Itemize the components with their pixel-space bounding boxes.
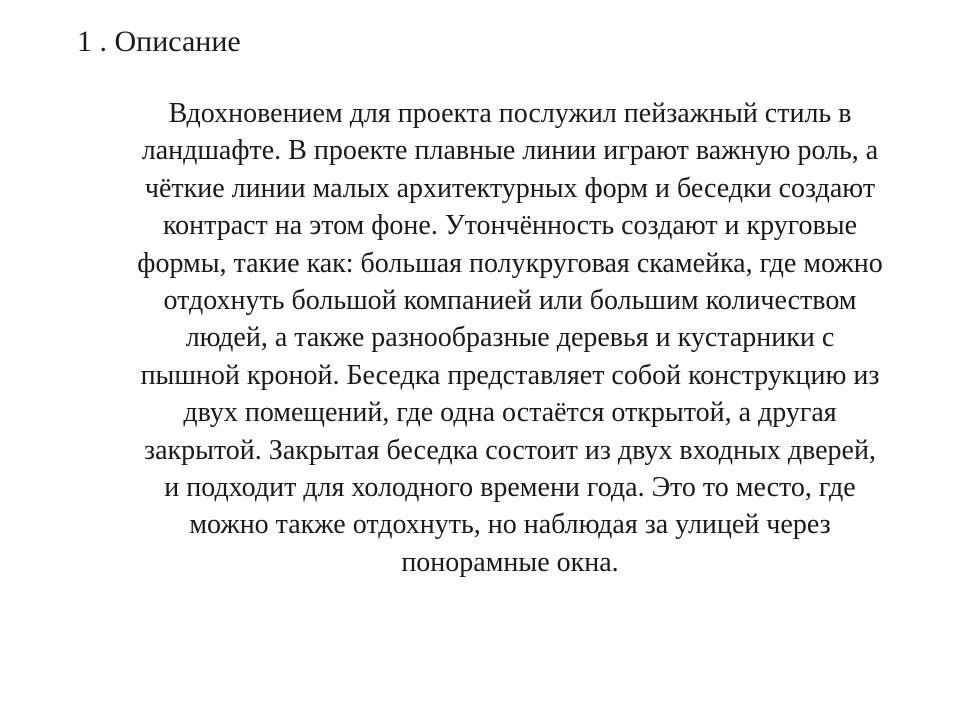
paragraph-line: отдохнуть большой компанией или большим количеством	[163, 285, 857, 317]
description-paragraph	[70, 95, 950, 581]
paragraph-line: пышной кроной. Беседка представляет собой конструкцию из	[140, 359, 880, 391]
paragraph-line: и подходит для холодного времени года. Это то место, где	[164, 472, 856, 504]
paragraph-line: формы, такие как: большая полукруговая скамейка, где можно	[137, 247, 883, 279]
paragraph-line: ландшафте. В проекте плавные линии играют важную роль, а	[141, 135, 879, 167]
paragraph-line: закрытой. Закрытая беседка состоит из двух входных дверей,	[144, 434, 876, 466]
slide-heading: 1 . Описание	[77, 25, 241, 58]
paragraph-line: можно также отдохнуть, но наблюдая за улицей через	[189, 509, 831, 541]
paragraph-line: людей, а также разнообразные деревья и кустарники с	[185, 322, 835, 354]
paragraph-line: Вдохновением для проекта послужил пейзажный стиль в	[168, 98, 852, 129]
paragraph-line: контраст на этом фоне. Утончённость создают и круговые	[162, 210, 858, 242]
paragraph-line: чёткие линии малых архитектурных форм и беседки создают	[144, 172, 876, 204]
paragraph-line: двух помещений, где одна остаётся открытой, а другая	[183, 397, 837, 429]
paragraph-line: понорамные окна.	[401, 546, 619, 578]
